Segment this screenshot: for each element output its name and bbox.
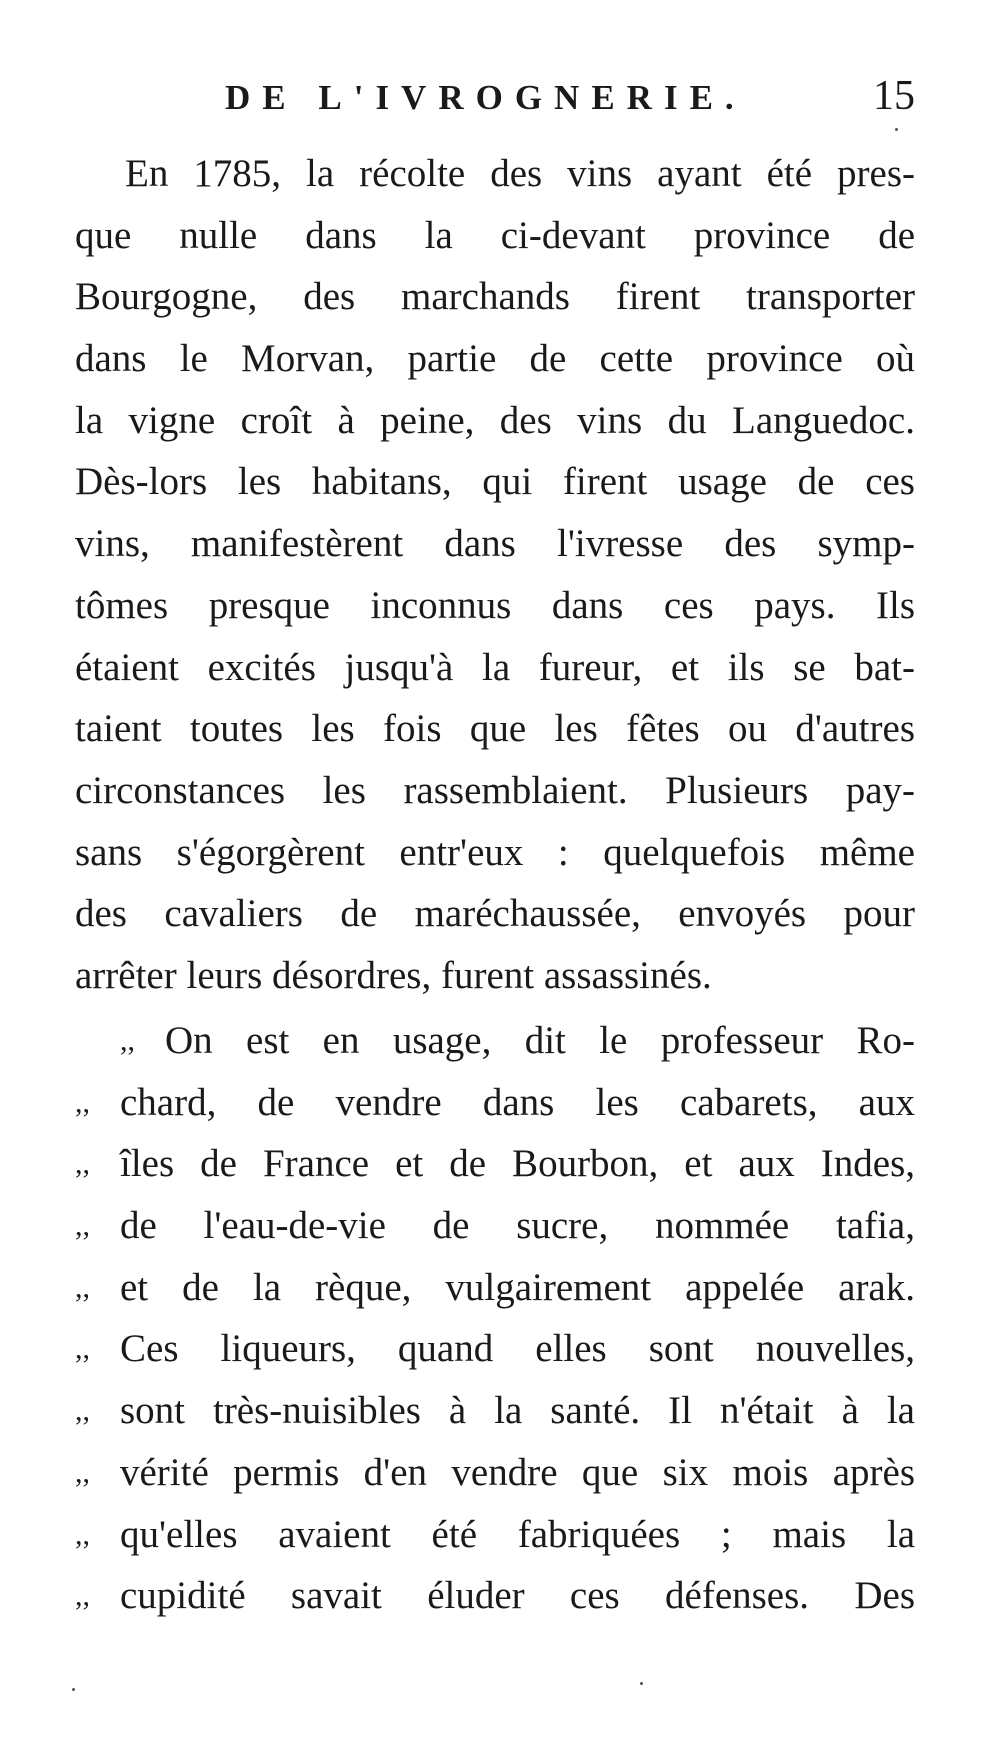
paragraph-morvan — [75, 143, 915, 1007]
quote-mark: ,, — [75, 1579, 90, 1613]
quoted-line — [75, 1504, 915, 1566]
quoted-line — [75, 1133, 915, 1195]
text-line: tômes presque inconnus dans ces pays. Ils — [75, 583, 915, 627]
quoted-line — [75, 1010, 915, 1072]
quote-mark: ,, — [75, 1085, 90, 1119]
quote-mark: ,, — [75, 1517, 90, 1551]
quote-mark: ,, — [75, 1332, 90, 1366]
text-line: étaient excités jusqu'à la fureur, et ils se bat- — [75, 645, 915, 689]
text-line: circonstances les rassemblaient. Plusieurs pay- — [75, 768, 915, 812]
quoted-line-text: cupidité savait éluder ces défenses. Des — [120, 1574, 915, 1618]
quoted-line — [75, 1195, 915, 1257]
paper-speck — [895, 128, 898, 131]
running-head — [225, 73, 915, 128]
text-line: que nulle dans la ci-devant province de — [75, 213, 915, 257]
quoted-line-text: Ces liqueurs, quand elles sont nouvelles, — [120, 1327, 915, 1371]
quoted-line — [75, 1442, 915, 1504]
quote-mark: ,, — [120, 1024, 135, 1057]
text-line: la vigne croît à peine, des vins du Languedoc. — [75, 398, 915, 442]
text-line: vins, manifestèrent dans l'ivresse des symp- — [75, 522, 915, 566]
quoted-line — [75, 1072, 915, 1134]
text-line: sans s'égorgèrent entr'eux : quelquefois même — [75, 830, 915, 874]
quoted-line-text: et de la rèque, vulgairement appelée arak. — [120, 1265, 915, 1309]
quoted-line-text: chard, de vendre dans les cabarets, aux — [120, 1080, 915, 1124]
text-line: des cavaliers de maréchaussée, envoyés pour — [75, 892, 915, 936]
paper-speck — [640, 1682, 643, 1685]
quoted-line — [75, 1380, 915, 1442]
quote-mark: ,, — [75, 1270, 90, 1304]
quote-mark: ,, — [75, 1394, 90, 1428]
paper-speck — [72, 1688, 75, 1691]
quote-mark: ,, — [75, 1455, 90, 1489]
quoted-line-text: On est en usage, dit le professeur Ro- — [165, 1019, 915, 1062]
quoted-line-text: de l'eau-de-vie de sucre, nommée tafia, — [120, 1204, 915, 1248]
quote-mark: ,, — [75, 1147, 90, 1181]
paragraph-quotation-rochard — [75, 1010, 915, 1627]
text-line: arrêter leurs désordres, furent assassinés. — [75, 953, 712, 997]
quoted-line-text: qu'elles avaient été fabriquées ; mais la — [120, 1512, 915, 1556]
text-line: En 1785, la récolte des vins ayant été pres- — [125, 152, 915, 195]
quoted-line-text: sont très-nuisibles à la santé. Il n'était à la — [120, 1389, 915, 1433]
text-line: taient toutes les fois que les fêtes ou d'autres — [75, 707, 915, 751]
running-title: DE L'IVROGNERIE. — [225, 78, 746, 117]
quoted-line-text: îles de France et de Bourbon, et aux Indes, — [120, 1142, 915, 1186]
text-line: Bourgogne, des marchands firent transporter — [75, 275, 915, 319]
quoted-line — [75, 1257, 915, 1319]
page-number: 15 — [873, 73, 915, 119]
text-line: Dès-lors les habitans, qui firent usage de ces — [75, 460, 915, 504]
text-line: dans le Morvan, partie de cette province où — [75, 337, 915, 381]
quoted-line-text: vérité permis d'en vendre que six mois après — [120, 1450, 915, 1494]
quoted-line — [75, 1318, 915, 1380]
quoted-line — [75, 1565, 915, 1627]
quote-mark: ,, — [75, 1209, 90, 1243]
